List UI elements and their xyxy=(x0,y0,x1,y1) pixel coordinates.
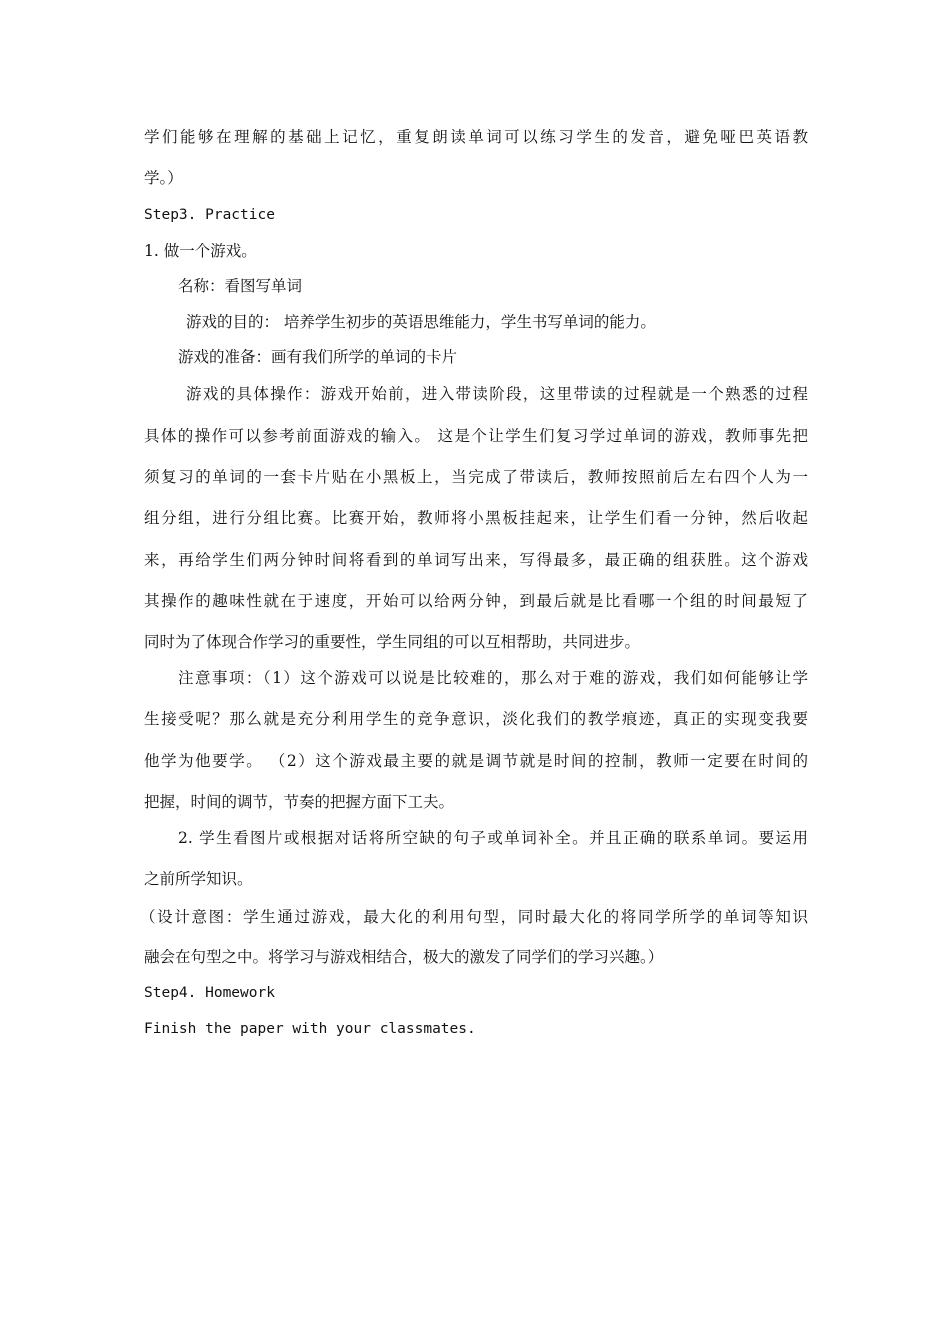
list-item-1: 1. 做一个游戏。 xyxy=(144,242,257,260)
design-intent-line: 融会在句型之中。将学习与游戏相结合，极大的激发了同学们的学习兴趣。） xyxy=(144,948,664,966)
section-heading-step4: Step4. Homework xyxy=(144,985,275,1001)
section-heading-step3: Step3. Practice xyxy=(144,207,275,223)
game-purpose: 游戏的目的： 培养学生初步的英语思维能力，学生书写单词的能力。 xyxy=(186,313,656,331)
list-item-2: 2. 学生看图片或根据对话将所空缺的句子或单词补全。并且正确的联系单词。要运用 xyxy=(178,829,808,847)
paragraph-line: 注意事项：（1）这个游戏可以说是比较难的，那么对于难的游戏，我们如何能够让学 xyxy=(178,669,808,687)
paragraph-line: 组分组，进行分组比赛。比赛开始，教师将小黑板挂起来，让学生们看一分钟，然后收起 xyxy=(144,509,808,527)
paragraph-line: 学。） xyxy=(144,169,183,187)
paragraph-line: 学们能够在理解的基础上记忆，重复朗读单词可以练习学生的发音，避免哑巴英语教 xyxy=(144,128,808,146)
game-preparation: 游戏的准备：画有我们所学的单词的卡片 xyxy=(178,348,458,366)
paragraph-line: 其操作的趣味性就在于速度，开始可以给两分钟，到最后就是比看哪一个组的时间最短了 xyxy=(144,592,808,610)
paragraph-line: 游戏的具体操作：游戏开始前，进入带读阶段，这里带读的过程就是一个熟悉的过程 xyxy=(186,385,808,403)
paragraph-line: 须复习的单词的一套卡片贴在小黑板上，当完成了带读后，教师按照前后左右四个人为一 xyxy=(144,468,808,486)
paragraph-line: 之前所学知识。 xyxy=(144,870,253,888)
homework-text: Finish the paper with your classmates. xyxy=(144,1021,476,1037)
game-name: 名称：看图写单词 xyxy=(178,277,303,295)
paragraph-line: 把握，时间的调节，节奏的把握方面下工夫。 xyxy=(144,793,455,811)
paragraph-line: 来，再给学生们两分钟时间将看到的单词写出来，写得最多，最正确的组获胜。这个游戏 xyxy=(144,551,808,569)
paragraph-line: 具体的操作可以参考前面游戏的输入。 这是个让学生们复习学过单词的游戏，教师事先把 xyxy=(144,427,808,445)
design-intent-line: （设计意图：学生通过游戏，最大化的利用句型，同时最大化的将同学所学的单词等知识 xyxy=(140,908,808,926)
paragraph-line: 生接受呢？那么就是充分利用学生的竞争意识，淡化我们的教学痕迹，真正的实现变我要 xyxy=(144,710,808,728)
paragraph-line: 同时为了体现合作学习的重要性，学生同组的可以互相帮助，共同进步。 xyxy=(144,633,641,651)
paragraph-line: 他学为他要学。 （2）这个游戏最主要的就是调节就是时间的控制，教师一定要在时间的 xyxy=(144,752,808,770)
